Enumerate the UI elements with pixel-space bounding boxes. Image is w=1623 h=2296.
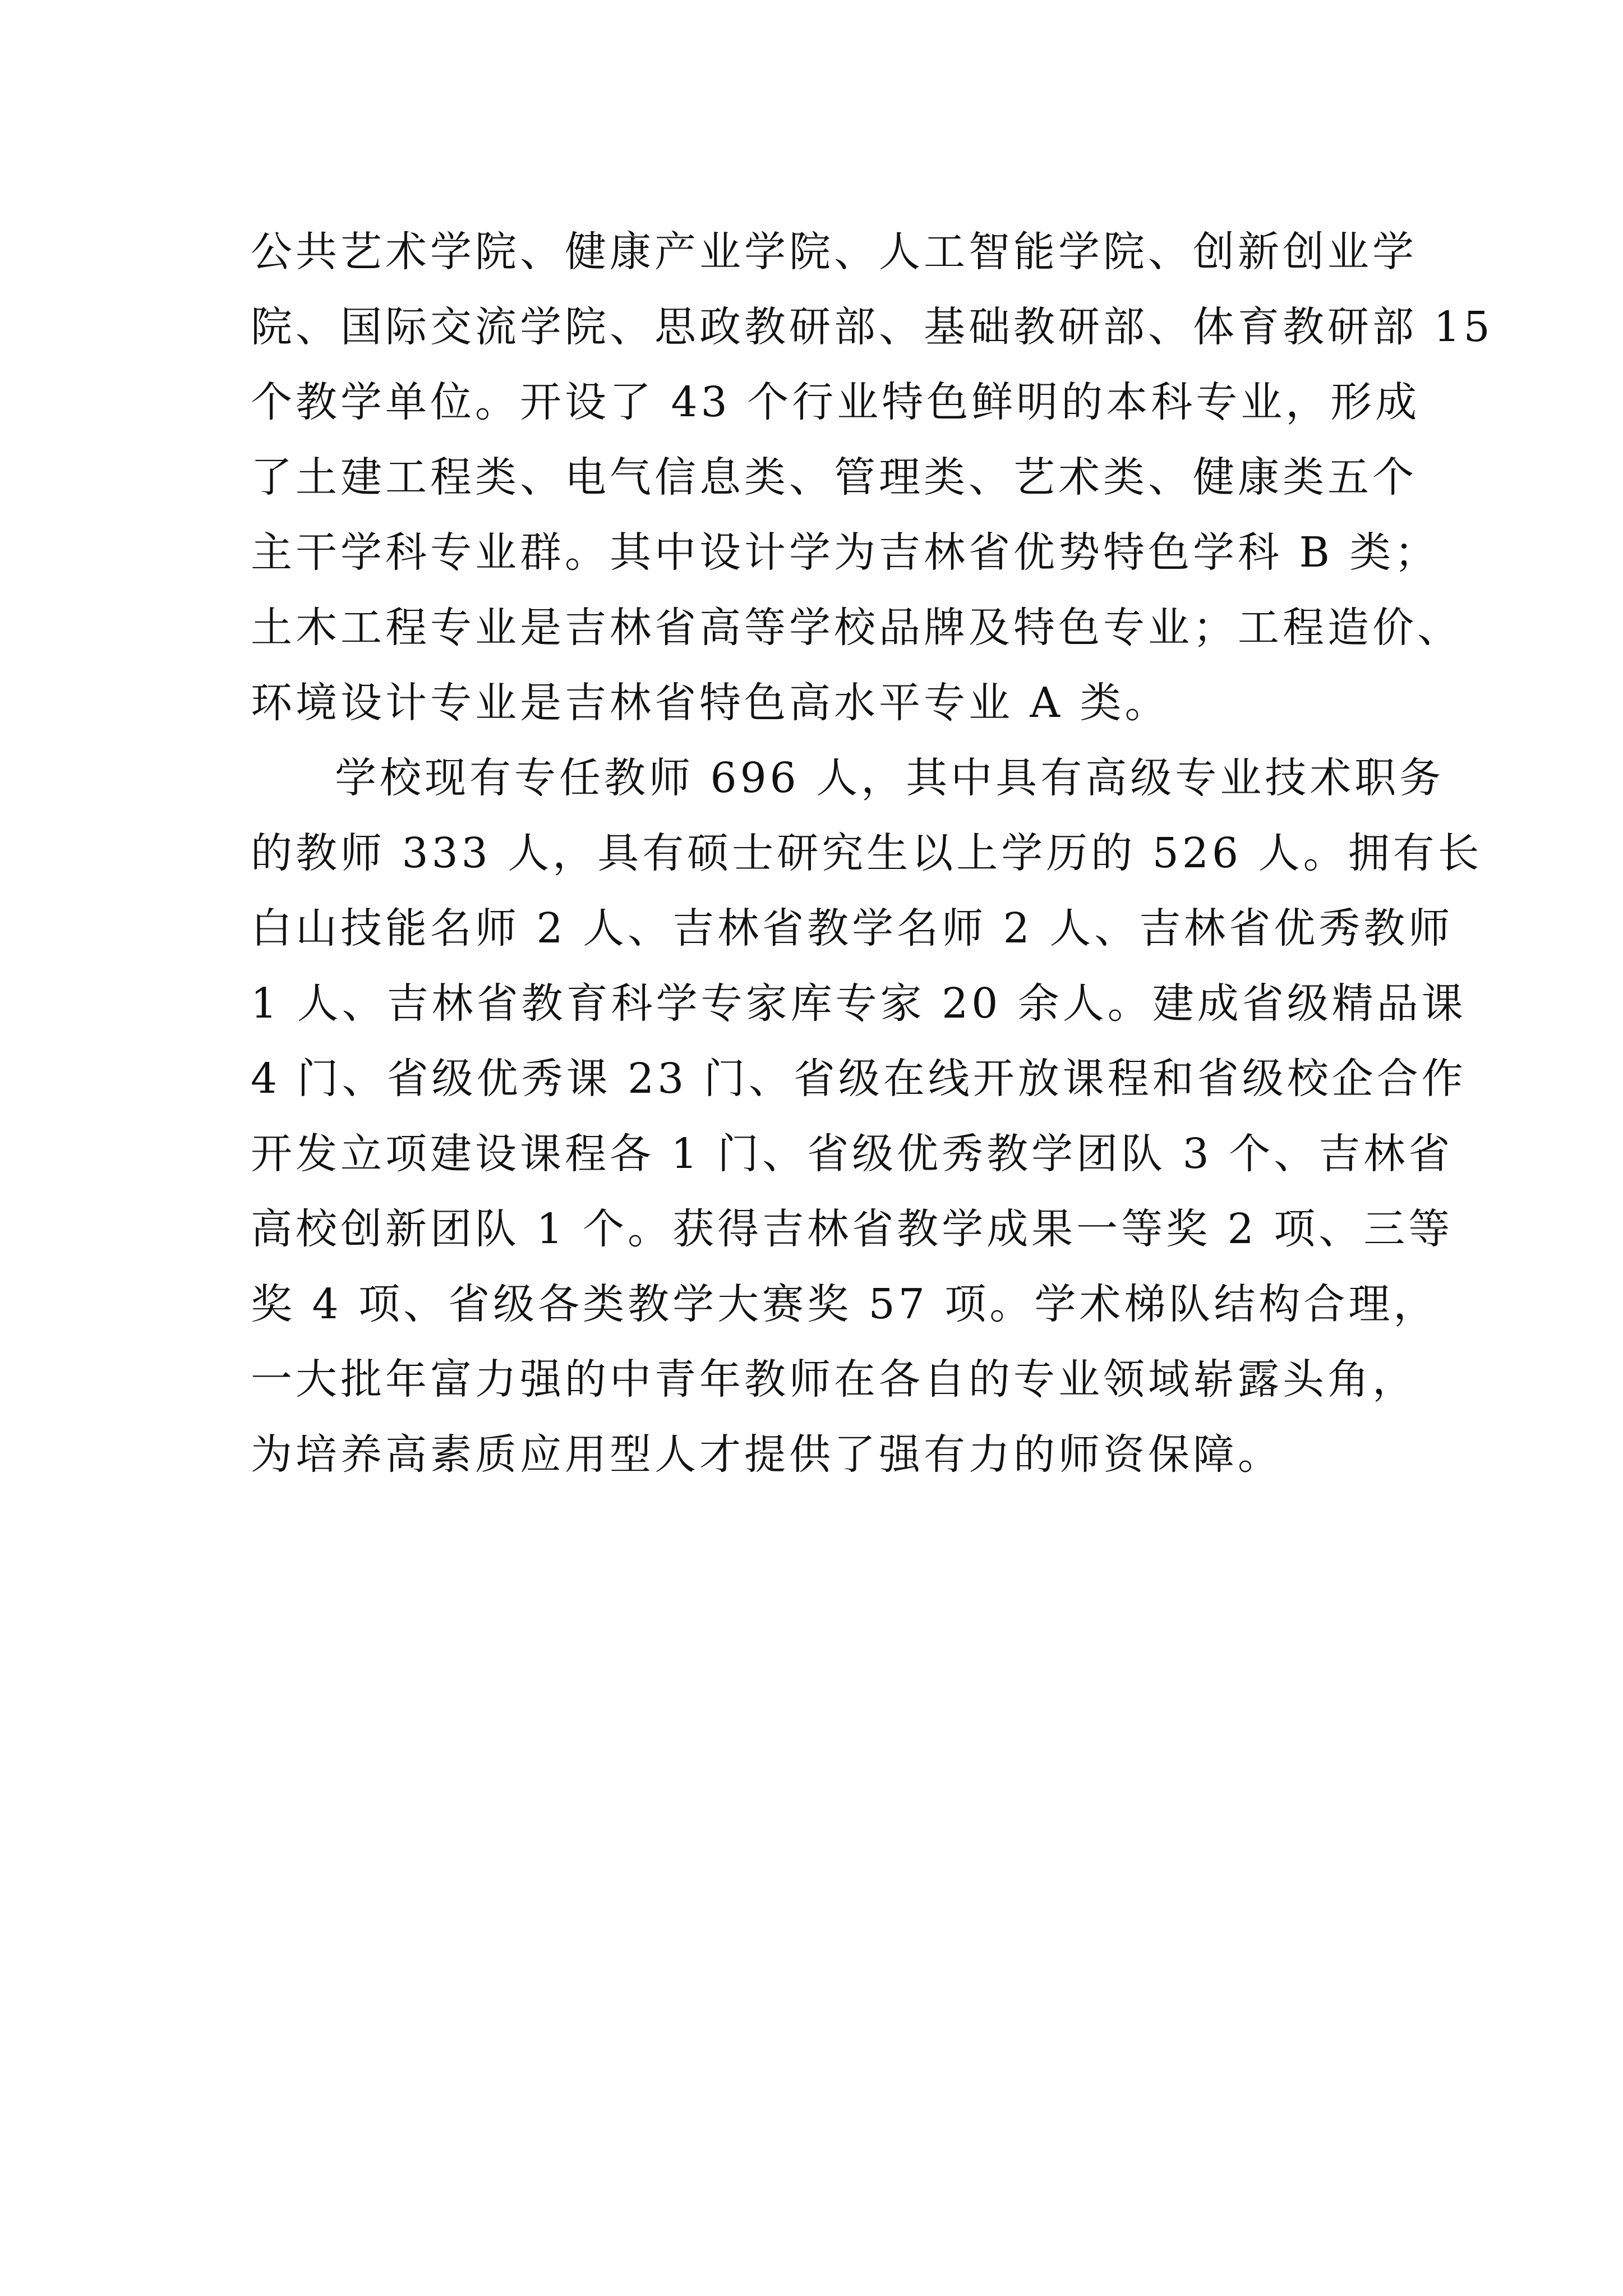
text-line: 高校创新团队 1 个。获得吉林省教学成果一等奖 2 项、三等 — [251, 1205, 1454, 1253]
text-line: 环境设计专业是吉林省特色高水平专业 A 类。 — [251, 679, 1170, 727]
text-line: 院、国际交流学院、思政教研部、基础教研部、体育教研部 15 — [251, 303, 1493, 351]
text-line: 土木工程专业是吉林省高等学校品牌及特色专业；工程造价、 — [251, 604, 1462, 652]
text-line: 白山技能名师 2 人、吉林省教学名师 2 人、吉林省优秀教师 — [251, 904, 1454, 953]
text-line: 1 人、吉林省教育科学专家库专家 20 余人。建成省级精品课 — [251, 979, 1467, 1028]
paragraph-2 — [251, 740, 1483, 1492]
text-line: 的教师 333 人，具有硕士研究生以上学历的 526 人。拥有长 — [251, 829, 1483, 877]
text-line: 学校现有专任教师 696 人，其中具有高级专业技术职务 — [335, 754, 1445, 802]
text-line: 主干学科专业群。其中设计学为吉林省优势特色学科 B 类； — [251, 528, 1440, 577]
text-line: 4 门、省级优秀课 23 门、省级在线开放课程和省级校企合作 — [251, 1055, 1467, 1103]
text-line: 个教学单位。开设了 43 个行业特色鲜明的本科专业，形成 — [251, 378, 1421, 426]
text-line: 开发立项建设课程各 1 门、省级优秀教学团队 3 个、吉林省 — [251, 1130, 1454, 1178]
text-line: 了土建工程类、电气信息类、管理类、艺术类、健康类五个 — [251, 453, 1417, 501]
text-line: 奖 4 项、省级各类教学大赛奖 57 项。学术梯队结构合理， — [251, 1280, 1438, 1328]
document-body — [251, 214, 1493, 1492]
text-line: 为培养高素质应用型人才提供了强有力的师资保障。 — [251, 1430, 1283, 1479]
text-line: 公共艺术学院、健康产业学院、人工智能学院、创新创业学 — [251, 228, 1417, 276]
paragraph-1 — [251, 214, 1493, 740]
text-line: 一大批年富力强的中青年教师在各自的专业领域崭露头角， — [251, 1355, 1417, 1404]
